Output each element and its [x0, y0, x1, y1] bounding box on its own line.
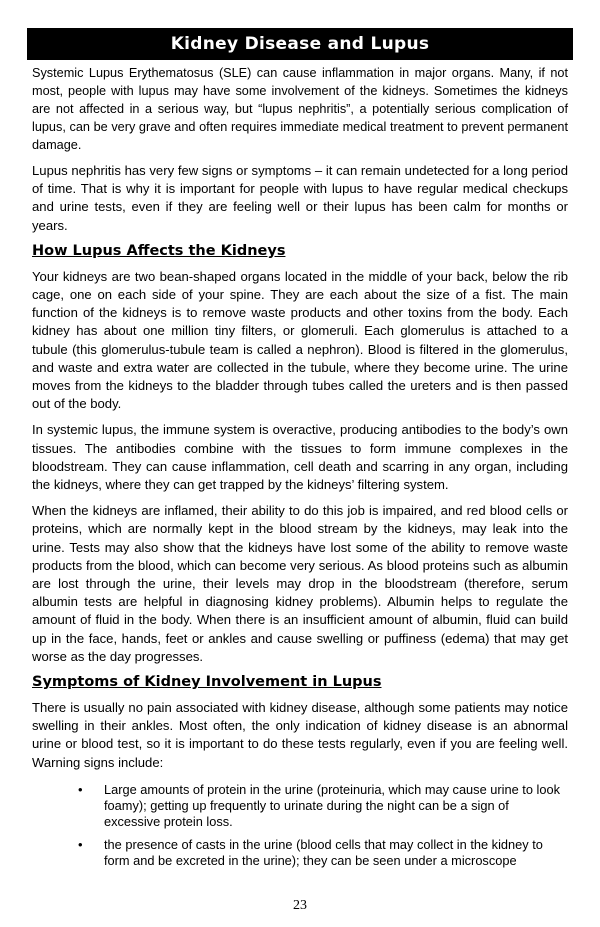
section-heading-symptoms: Symptoms of Kidney Involvement in Lupus [32, 674, 382, 691]
bullet-icon: • [78, 781, 83, 797]
document-body [32, 64, 568, 876]
section-heading-how-lupus-affects-kidneys: How Lupus Affects the Kidneys [32, 242, 286, 259]
intro-paragraph-2: Lupus nephritis has very few signs or symptoms – it can remain undetected for a long period of time. That is why it is important for people with lupus to have regular medical checkups and urine tests, even if they are feeling well or their lupus has been calm for months or years. [32, 163, 568, 233]
list-item [32, 782, 568, 830]
intro-paragraph-1: Systemic Lupus Erythematosus (SLE) can cause inflammation in major organs. Many, if not most, people with lupus may have some involvement of the kidneys. Sometimes the kidneys are not affected in a serious way, but “lupus nephritis”, a potentially serious complication of lupus, can be very grave and often requires immediate medical treatment to prevent permanent damage. [32, 66, 568, 152]
section1-paragraph-2: In systemic lupus, the immune system is overactive, producing antibodies to the body’s own tissues. The antibodies combine with the tissues to form immune complexes in the bloodstream. They can cause inflammation, cell death and scarring in any organ, including the kidneys, where they can get trapped by the kidneys’ filtering system. [32, 422, 568, 493]
section1-paragraph-1: Your kidneys are two bean-shaped organs located in the middle of your back, below the rib cage, one on each side of your spine. They are each about the size of a fist. The main function of the kidneys is to remove waste products and other toxins from the body. Each kidney has about one million tiny filters, or glomeruli. Each glomerulus is attached to a tubule (this glomerulus-tubule team is called a nephron). Blood is filtered in the glomerulus, and waste and extra water are collected in the tubule, where they become urine. The urine moves from the kidneys to the bladder through tubes called the ureters and is then passed out of the body. [32, 268, 568, 412]
list-item-text: Large amounts of protein in the urine (proteinuria, which may cause urine to look foamy); getting up frequently to urinate during the night can be a sign of excessive protein loss. [104, 781, 560, 829]
page-number: 23 [293, 898, 307, 913]
page-title: Kidney Disease and Lupus [27, 28, 573, 60]
bullet-icon: • [78, 836, 83, 852]
section2-paragraph-1: There is usually no pain associated with kidney disease, although some patients may notice swelling in their ankles. Most often, the only indication of kidney disease is an abnormal urine or blood test, so it is important to do these tests regularly, even if you are feeling well. Warning signs include: [32, 700, 568, 770]
section1-paragraph-3: When the kidneys are inflamed, their ability to do this job is impaired, and red blood cells or proteins, which are normally kept in the blood stream by the kidneys, may leak into the urine. Tests may also show that the kidneys have lost some of the ability to remove waste products from the blood, which can become very serious. As blood proteins such as albumin are lost through the urine, their levels may drop in the bloodstream (therefore, serum albumin tests are helpful in diagnosing kidney problems). Albumin helps to regulate the amount of fluid in the body. When there is an insufficient amount of albumin, fluid can build up in the face, hands, feet or ankles and cause swelling or puffiness (edema) that may get worse as the day progresses. [32, 503, 568, 664]
list-item-text: the presence of casts in the urine (blood cells that may collect in the kidney to form and be excreted in the urine); they can be seen under a microscope [104, 836, 543, 868]
list-item [32, 837, 568, 869]
warning-signs-list [32, 782, 568, 869]
